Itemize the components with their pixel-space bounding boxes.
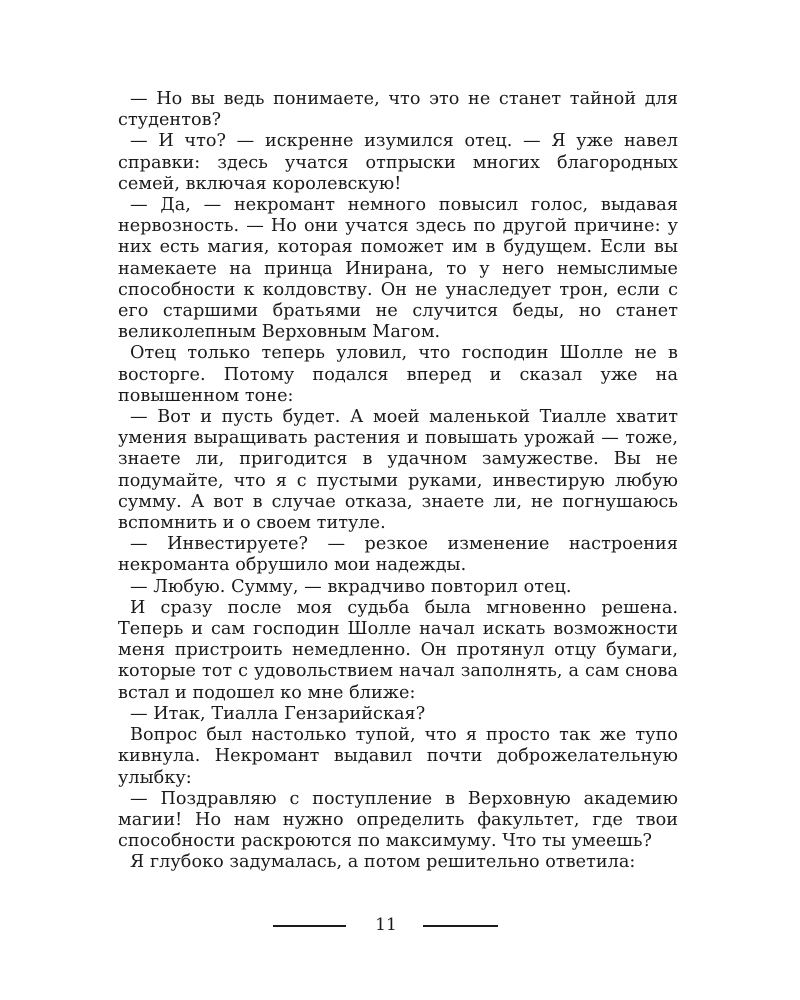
paragraph-1: — Но вы ведь понимаете, что это не станет тайной для студентов? (118, 89, 678, 131)
paragraph-11: — Поздравляю с поступление в Верховную академию магии! Но нам нужно определить факультет, где твои способности раскроются по максимуму. Что ты умеешь? (118, 788, 678, 852)
paragraph-9: — Итак, Тиалла Гензарийская? (130, 703, 426, 724)
paragraph-5: — Вот и пусть будет. А моей маленькой Тиалле хватит умения выращивать растения и повышать урожай — тоже, знаете ли, пригодится в удачном замужестве. Вы не подумайте, что я с пустыми руками, инвестирую любую сумму. А вот в случае отказа, знаете ли, не погнушаюсь вспомнить и о своем титуле. (118, 407, 678, 534)
paragraph-2: — И что? — искренне изумился отец. — Я уже навел справки: здесь учатся отпрыски многих благородных семей, включая королевскую! (118, 131, 678, 194)
paragraph-12: Я глубоко задумалась, а потом решительно ответила: (130, 852, 636, 873)
paragraph-10: Вопрос был настолько тупой, что я просто так же тупо кивнула. Некромант выдавил почти доброжелательную улыбку: (118, 725, 678, 788)
paragraph-7: — Любую. Сумму, — вкрадчиво повторил отец. (130, 576, 572, 597)
paragraph-6: — Инвестируете? — резкое изменение настроения некроманта обрушило мои надежды. (118, 534, 678, 576)
paragraph-4: Отец только теперь уловил, что господин Шолле не в восторге. Потому подался вперед и сказал уже на повышенном тоне: (118, 343, 678, 406)
footer-rule-left (273, 925, 346, 927)
footer-rule-right (423, 925, 498, 927)
page-number: 11 (375, 915, 397, 935)
page-body-text (118, 89, 678, 874)
page-footer (0, 913, 800, 937)
paragraph-3: — Да, — некромант немного повысил голос, выдавая нервозность. — Но они учатся здесь по другой причине: у них есть магия, которая поможет им в будущем. Если вы намекаете на принца Инирана, то у него немыслимые способности к колдовству. Он не унаследует трон, если с его старшими братьями не случится беды, но станет великолепным Верховным Магом. (118, 195, 678, 343)
paragraph-8: И сразу после моя судьба была мгновенно решена. Теперь и сам господин Шолле начал искать возможности меня пристроить немедленно. Он протянул отцу бумаги, которые тот с удовольствием начал заполнять, а сам снова встал и подошел ко мне ближе: (118, 597, 678, 703)
